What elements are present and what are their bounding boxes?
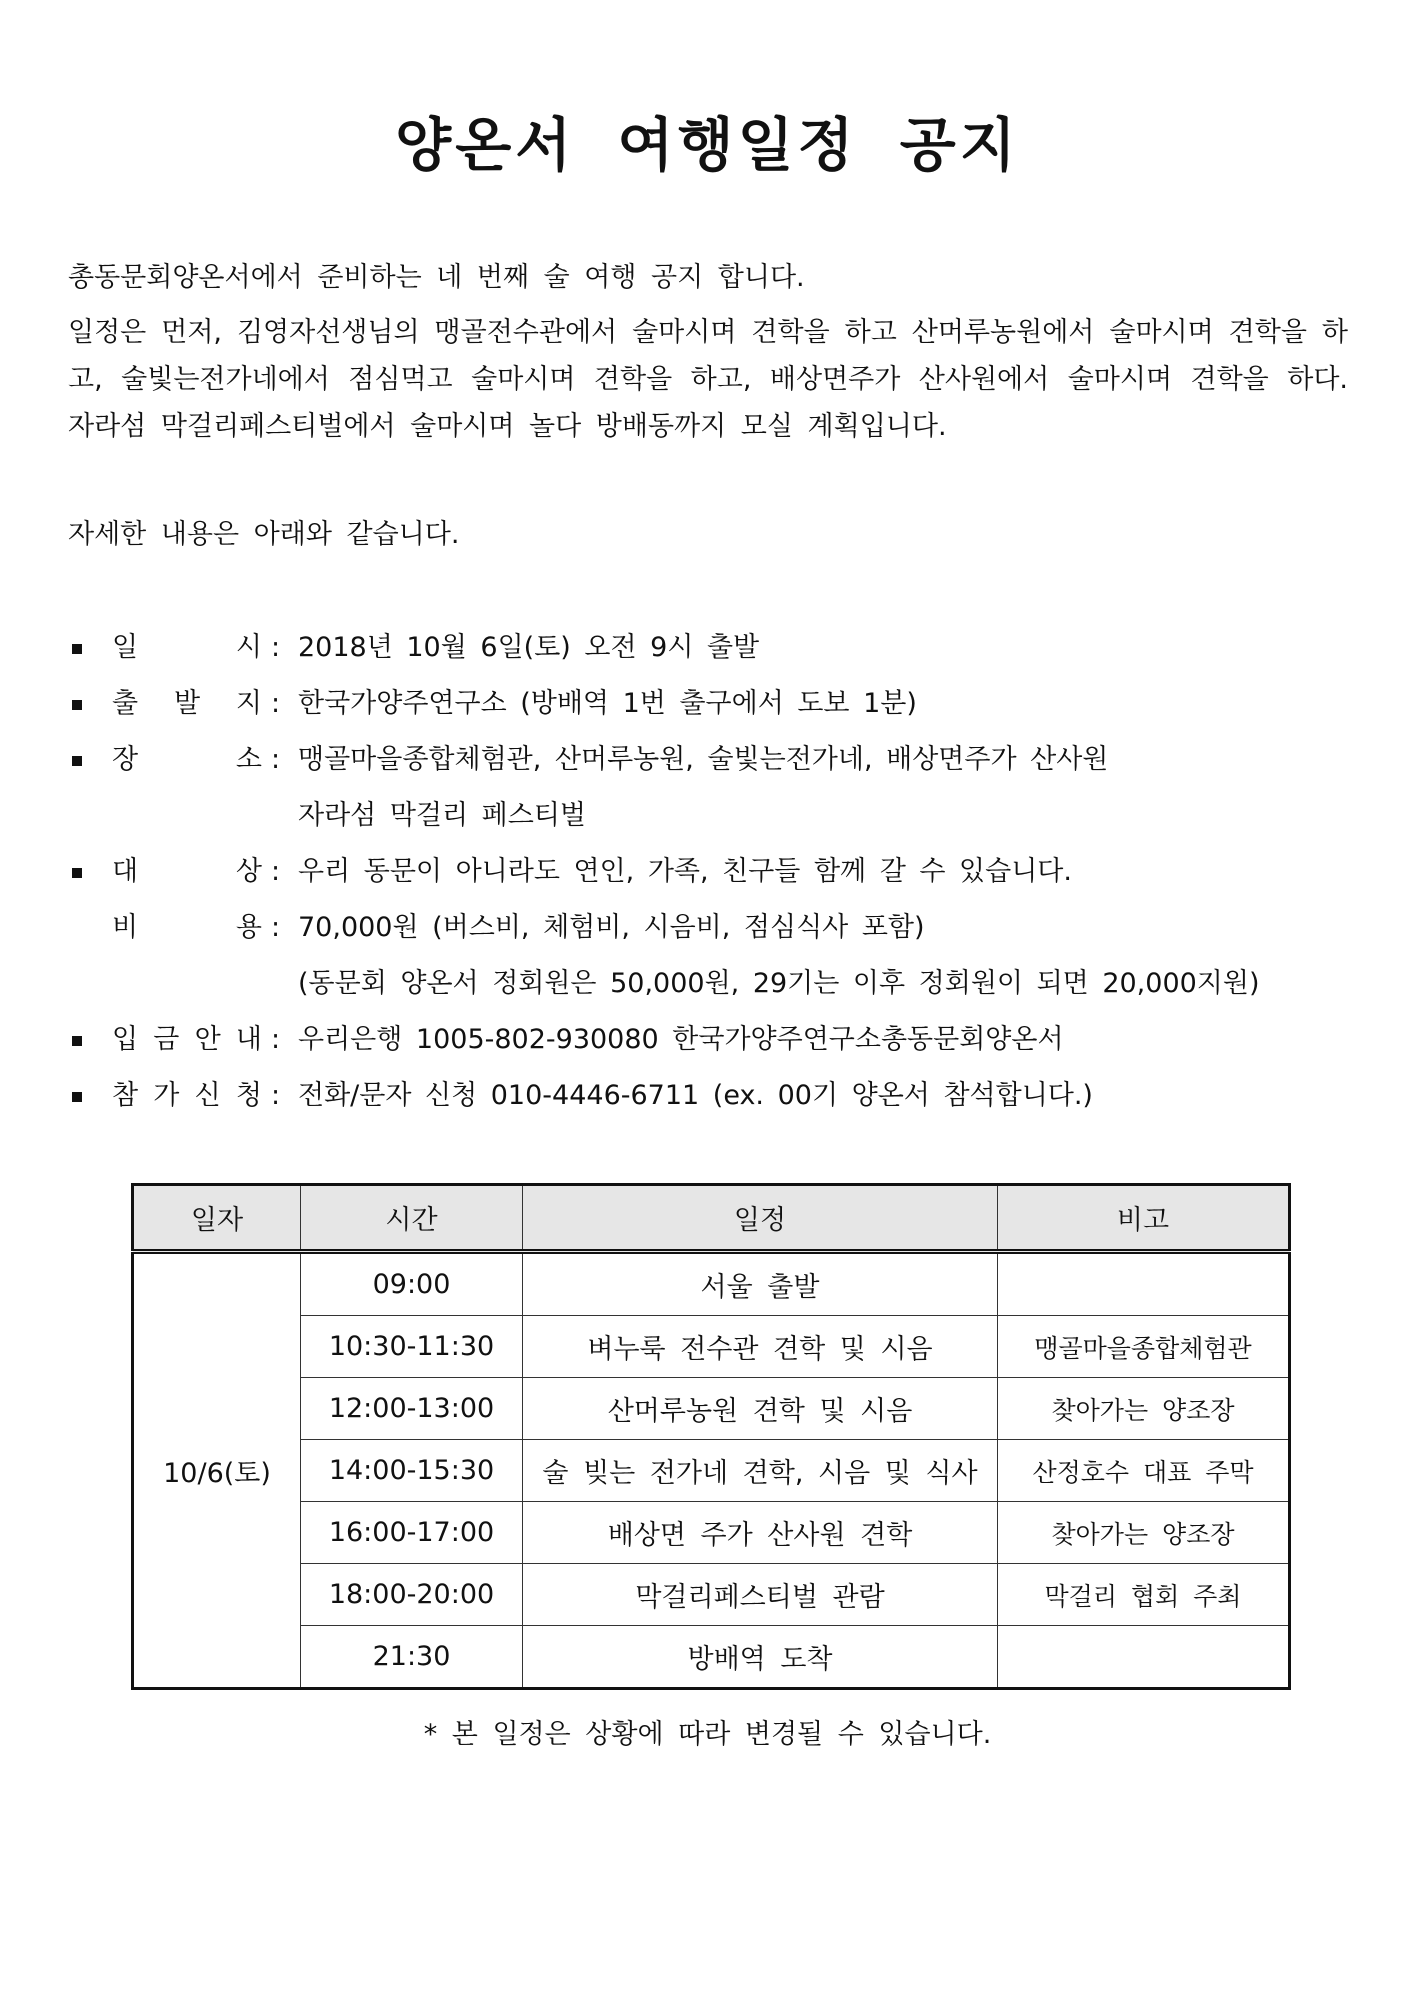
time-cell: 21:30 xyxy=(301,1626,523,1689)
info-item-register xyxy=(68,1068,1358,1124)
time-cell: 12:00-13:00 xyxy=(301,1378,523,1440)
info-label xyxy=(112,900,262,956)
info-colon: : xyxy=(271,632,281,663)
info-label-char: 소 xyxy=(235,744,262,775)
footnote: * 본 일정은 상황에 따라 변경될 수 있습니다. xyxy=(423,1719,992,1750)
info-value: 맹골마을종합체험관, 산머루농원, 술빛는전가네, 배상면주가 산사원 xyxy=(298,744,1109,775)
table-row xyxy=(133,1252,1290,1316)
info-label-char: 내 xyxy=(235,1024,262,1055)
info-label xyxy=(112,1068,262,1124)
info-item-place-cont xyxy=(68,788,1358,844)
time-cell: 16:00-17:00 xyxy=(301,1502,523,1564)
info-label-char: 지 xyxy=(235,688,262,719)
info-label-char: 대 xyxy=(112,856,139,887)
info-value: 우리은행 1005-802-930080 한국가양주연구소총동문회양온서 xyxy=(298,1024,1064,1055)
table-row xyxy=(133,1502,1290,1564)
info-label-char: 참 xyxy=(112,1080,139,1111)
info-label-char: 금 xyxy=(153,1024,180,1055)
info-value: 전화/문자 신청 010-4446-6711 (ex. 00기 양온서 참석합니다.) xyxy=(298,1080,1093,1111)
info-label-char: 청 xyxy=(235,1080,262,1111)
table-header-row xyxy=(133,1185,1290,1252)
plan-cell: 서울 출발 xyxy=(523,1252,998,1316)
info-item-place xyxy=(68,732,1358,788)
header-plan: 일정 xyxy=(523,1185,998,1252)
info-label-char: 발 xyxy=(173,688,201,719)
note-cell xyxy=(998,1626,1290,1689)
bullet-icon xyxy=(72,1092,82,1102)
bullet-icon xyxy=(72,756,82,766)
bullet-icon xyxy=(72,868,82,878)
info-label xyxy=(112,732,262,788)
time-cell: 10:30-11:30 xyxy=(301,1316,523,1378)
schedule-table xyxy=(131,1183,1291,1690)
info-list xyxy=(68,620,1358,1124)
info-colon: : xyxy=(271,912,281,943)
table-row xyxy=(133,1316,1290,1378)
header-date: 일자 xyxy=(133,1185,301,1252)
info-label-char: 장 xyxy=(112,744,139,775)
info-label-char: 용 xyxy=(235,912,262,943)
note-cell: 산정호수 대표 주막 xyxy=(998,1440,1290,1502)
info-value: 한국가양주연구소 (방배역 1번 출구에서 도보 1분) xyxy=(298,688,917,719)
intro-details-line: 자세한 내용은 아래와 같습니다. xyxy=(68,519,460,550)
table-row xyxy=(133,1440,1290,1502)
info-value: 자라섬 막걸리 페스티벌 xyxy=(298,800,586,831)
info-value: 2018년 10월 6일(토) 오전 9시 출발 xyxy=(298,632,760,663)
plan-cell: 배상면 주가 산사원 견학 xyxy=(523,1502,998,1564)
info-item-departure xyxy=(68,676,1358,732)
info-item-payment xyxy=(68,1012,1358,1068)
note-cell: 맹골마을종합체험관 xyxy=(998,1316,1290,1378)
time-cell: 09:00 xyxy=(301,1252,523,1316)
info-value: 우리 동문이 아니라도 연인, 가족, 친구들 함께 갈 수 있습니다. xyxy=(298,856,1072,887)
note-cell: 찾아가는 양조장 xyxy=(998,1502,1290,1564)
info-label-char: 상 xyxy=(235,856,262,887)
info-label xyxy=(112,844,262,900)
info-value: (동문회 양온서 정회원은 50,000원, 29기는 이후 정회원이 되면 20,000지원) xyxy=(298,968,1260,999)
info-item-target xyxy=(68,844,1358,900)
info-label-char: 출 xyxy=(112,688,139,719)
info-colon: : xyxy=(271,688,281,719)
plan-cell: 방배역 도착 xyxy=(523,1626,998,1689)
intro-paragraph: 일정은 먼저, 김영자선생님의 맹골전수관에서 술마시며 견학을 하고 산머루농원에서 술마시며 견학을 하고, 술빛는전가네에서 점심먹고 술마시며 견학을 하고, 배상면주가 산사원에서 술마시며 견학을 하다. 자라섬 막걸리페스티벌에서 술마시며 놀다 방배동까지 모실 계획입니다. xyxy=(68,317,1348,442)
bullet-icon xyxy=(72,1036,82,1046)
header-time: 시간 xyxy=(301,1185,523,1252)
info-colon: : xyxy=(271,856,281,887)
date-cell: 10/6(토) xyxy=(133,1252,301,1689)
info-label-char: 신 xyxy=(194,1080,221,1111)
plan-cell: 막걸리페스티벌 관람 xyxy=(523,1564,998,1626)
time-cell: 14:00-15:30 xyxy=(301,1440,523,1502)
plan-cell: 벼누룩 전수관 견학 및 시음 xyxy=(523,1316,998,1378)
plan-cell: 산머루농원 견학 및 시음 xyxy=(523,1378,998,1440)
info-value: 70,000원 (버스비, 체험비, 시음비, 점심식사 포함) xyxy=(298,912,925,943)
table-row xyxy=(133,1626,1290,1689)
info-colon: : xyxy=(271,744,281,775)
time-cell: 18:00-20:00 xyxy=(301,1564,523,1626)
info-label-char: 안 xyxy=(194,1024,221,1055)
info-label-char: 가 xyxy=(153,1080,180,1111)
info-item-date xyxy=(68,620,1358,676)
table-row xyxy=(133,1378,1290,1440)
info-item-cost-cont xyxy=(68,956,1358,1012)
info-label-char: 일 xyxy=(112,632,139,663)
note-cell: 찾아가는 양조장 xyxy=(998,1378,1290,1440)
bullet-icon xyxy=(72,700,82,710)
info-colon: : xyxy=(271,1080,281,1111)
page-title: 양온서 여행일정 공지 xyxy=(395,111,1020,179)
info-label-char: 비 xyxy=(112,912,139,943)
info-label xyxy=(112,620,262,676)
plan-cell: 술 빚는 전가네 견학, 시음 및 식사 xyxy=(523,1440,998,1502)
info-label xyxy=(112,676,262,732)
info-item-cost xyxy=(68,900,1358,956)
info-label-char: 입 xyxy=(112,1024,139,1055)
table-row xyxy=(133,1564,1290,1626)
info-label xyxy=(112,1012,262,1068)
header-note: 비고 xyxy=(998,1185,1290,1252)
note-cell xyxy=(998,1252,1290,1316)
info-colon: : xyxy=(271,1024,281,1055)
note-cell: 막걸리 협회 주최 xyxy=(998,1564,1290,1626)
bullet-icon xyxy=(72,644,82,654)
info-label-char: 시 xyxy=(235,632,262,663)
intro-line-1: 총동문회양온서에서 준비하는 네 번째 술 여행 공지 합니다. xyxy=(68,262,805,293)
